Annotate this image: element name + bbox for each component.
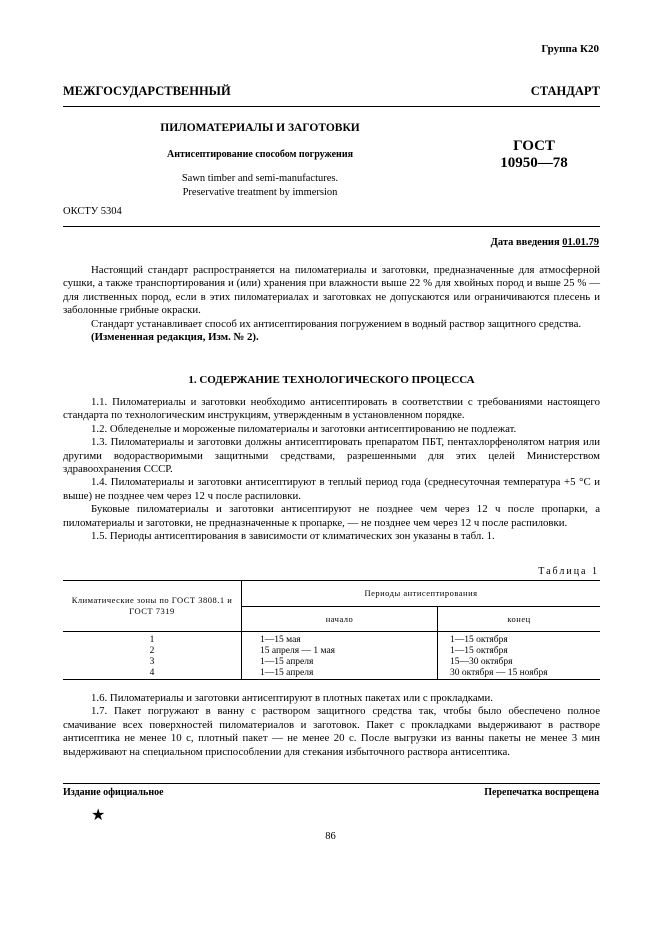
table-cell-end: 1—15 октября — [450, 635, 508, 645]
table-cell-start: 15 апреля — 1 мая — [242, 646, 438, 657]
intro-paragraph-1: Настоящий стандарт распространяется на пиломатериалы и заготовки, предназначенные для атмосферной сушки, а также транспортирования и (или) хранения при влажности выше 22 % для хвойных пород и выше 25 % — для лиственных пород, если в этих пиломатериалах и заготовках не допускаются или ограничиваются плесень и заболонные грибные окраски. — [63, 264, 600, 317]
clause-1-2: 1.2. Обледенелые и мороженые пиломатериалы и заготовки антисептированию не подлежат. — [91, 422, 517, 435]
table-cell-zone: 3 — [63, 657, 242, 668]
table-row — [63, 646, 600, 657]
effective-date-value: 01.01.79 — [562, 237, 599, 248]
clause-1-4-cont: Буковые пиломатериалы и заготовки антисептируют не позднее чем через 12 ч после пропарки, а пиломатериалы и заготовки, не предназначенные к пропарке, — не позднее чем через 12 ч после распиловки. — [63, 503, 600, 529]
english-title-line-2: Preservative treatment by immersion — [182, 187, 338, 198]
table-cell-start: 1—15 апреля — [242, 657, 438, 668]
english-title-line-1: Sawn timber and semi-manufactures. — [181, 173, 339, 184]
document-subtitle: Антисептирование способом погружения — [167, 149, 353, 160]
clause-1-5: 1.5. Периоды антисептирования в зависимости от климатических зон указаны в табл. 1. — [91, 530, 495, 543]
reprint-prohibited-label: Перепечатка воспрещена — [484, 787, 599, 798]
document-title: ПИЛОМАТЕРИАЛЫ И ЗАГОТОВКИ — [160, 122, 360, 134]
effective-date-label: Дата введения — [490, 237, 563, 248]
table-cell-end: 30 октября — 15 ноября — [438, 668, 601, 680]
table-cell-start: 1—15 мая — [242, 632, 438, 647]
intro-block — [63, 264, 600, 344]
clause-1-1: 1.1. Пиломатериалы и заготовки необходимо антисептировать в соответствии с требованиями настоящего стандарта по технологическим инструкциям, утвержденным в установленном порядке. — [63, 396, 600, 422]
intro-paragraph-2: Стандарт устанавливает способ их антисептирования погружением в водный раствор защитного средства. — [91, 317, 582, 330]
table-row — [63, 632, 600, 647]
page-number: 86 — [325, 831, 336, 842]
table-cell-zone: 4 — [63, 668, 242, 680]
clause-1-3: 1.3. Пиломатериалы и заготовки должны антисептировать препаратом ПБТ, пентахлорфенолятом натрия или другими водорастворимыми защитными средствами, разрешенными для этих целей Министерством здравоохранения СССР. — [63, 436, 600, 476]
english-title — [150, 172, 370, 200]
table-header-periods: Периоды антисептирования — [242, 581, 601, 607]
gost-code: 10950—78 — [500, 155, 568, 171]
section-heading: 1. СОДЕРЖАНИЕ ТЕХНОЛОГИЧЕСКОГО ПРОЦЕССА — [188, 374, 475, 386]
clause-1-7: 1.7. Пакет погружают в ванну с раствором защитного средства так, чтобы было обеспечено полное смачивание всех поверхностей пиломатериалов и заготовок. Пакет с прокладками выдерживают в растворе антисептика не менее 10 с, плотный пакет — не менее 20 с. После выгрузки из ванны пакеты не менее 3 мин выдерживают на специальном приспособлении для стекания избыточного раствора антисептика. — [63, 705, 600, 758]
okstu-code: ОКСТУ 5304 — [63, 206, 122, 217]
section-1-continued — [63, 692, 600, 759]
top-rule — [63, 106, 600, 107]
star-icon: ★ — [91, 807, 106, 824]
section-1-body — [63, 396, 600, 543]
table-cell-start: 1—15 апреля — [242, 668, 438, 680]
gost-number — [490, 138, 578, 172]
table-cell-end: 15—30 октября — [450, 657, 513, 667]
antiseptic-periods-table — [63, 580, 600, 680]
official-edition-label: Издание официальное — [63, 787, 164, 798]
table-row — [63, 657, 600, 668]
table-cell-zone: 2 — [63, 646, 242, 657]
clause-1-6: 1.6. Пиломатериалы и заготовки антисептируют в плотных пакетах или с прокладками. — [91, 692, 493, 704]
effective-date — [491, 237, 599, 248]
header-rule — [63, 226, 600, 227]
table-header-end: конец — [438, 607, 601, 632]
table-cell-zone: 1 — [63, 632, 242, 647]
table-header-start: начало — [242, 607, 438, 632]
table-caption: Таблица 1 — [538, 566, 599, 577]
footer-rule — [63, 783, 600, 784]
amendment-note: (Измененная редакция, Изм. № 2). — [91, 331, 259, 344]
interstate-standard-banner: МЕЖГОСУДАРСТВЕННЫЙ СТАНДАРТ — [63, 84, 600, 98]
table-cell-end: 1—15 октября — [450, 646, 508, 656]
table-row — [63, 668, 600, 680]
gost-label: ГОСТ — [513, 138, 555, 154]
group-code: Группа К20 — [541, 43, 599, 55]
table-header-zones: Климатические зоны по ГОСТ 3808.1 и ГОСТ 7319 — [63, 581, 242, 632]
clause-1-4: 1.4. Пиломатериалы и заготовки антисептируют в теплый период года (среднесуточная температура +5 °С и выше) не позднее чем через 12 ч после распиловки. — [63, 476, 600, 502]
